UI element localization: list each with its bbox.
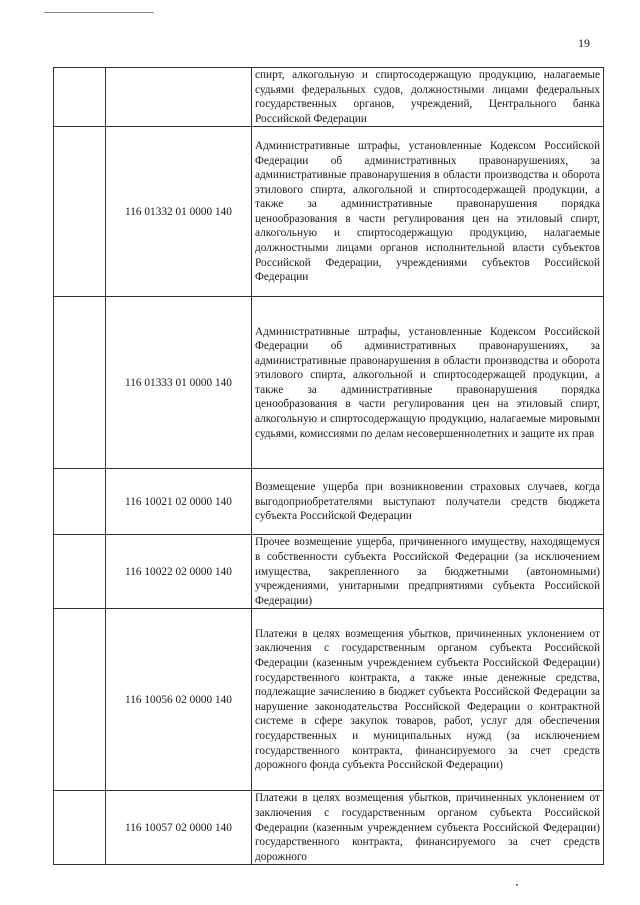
table-row [54,297,604,469]
empty-cell [54,297,106,469]
table-row [54,68,604,127]
empty-cell [54,535,106,609]
table-row [54,791,604,865]
budget-codes-table [53,67,604,865]
row-description: Административные штрафы, установленные Кодексом Российской Федерации об административных правонарушениях, за административные правонарушения в области производства и оборота этилового спирта, алкогольной и спиртосодержащей продукции, а также за административные правонарушения порядка ценообразования в части регулирования цен на этиловый спирт, алкогольную и спиртосодержащую продукцию, налагаемые мировыми судьями, комиссиями по делам несовершеннолетних и защите их прав [252,297,604,469]
table-row [54,469,604,535]
budget-code: 116 10021 02 0000 140 [106,469,252,535]
row-description: Административные штрафы, установленные Кодексом Российской Федерации об административных правонарушениях, за административные правонарушения в области производства и оборота этилового спирта, алкогольной и спиртосодержащей продукции, а также за административные правонарушения порядка ценообразования в части регулирования цен на этиловый спирт, алкогольную и спиртосодержащую продукцию, налагаемые должностными лицами органов исполнительной власти субъектов Российской Федерации, учреждениями субъектов Российской Федерации [252,127,604,297]
page-number: 19 [578,36,590,50]
scan-top-rule [44,12,154,13]
scan-speck [516,884,518,886]
table-row [54,535,604,609]
empty-cell [54,469,106,535]
row-description: Возмещение ущерба при возникновении страховых случаев, когда выгодоприобретателями выступают получатели средств бюджета субъекта Российской Федерации [252,469,604,535]
budget-code: 116 10056 02 0000 140 [106,609,252,791]
row-description: Платежи в целях возмещения убытков, причиненных уклонением от заключения с государственным органом субъекта Российской Федерации (казенным учреждением субъекта Российской Федерации) государственного контракта, финансируемого за счет средств дорожного [252,791,604,865]
empty-cell [54,791,106,865]
row-description: Прочее возмещение ущерба, причиненного имуществу, находящемуся в собственности субъекта Российской Федерации (за исключением имущества, закрепленного за бюджетными (автономными) учреждениями, унитарными предприятиями субъекта Российской Федерации) [252,535,604,609]
row-description: Платежи в целях возмещения убытков, причиненных уклонением от заключения с государственным органом субъекта Российской Федерации (казенным учреждением субъекта Российской Федерации) государственного контракта, а также иные денежные средства, подлежащие зачислению в бюджет субъекта Российской Федерации за нарушение законодательства Российской Федерации о контрактной системе в сфере закупок товаров, работ, услуг для обеспечения государственных и муниципальных нужд (за исключением государственного контракта, финансируемого за счет средств дорожного фонда субъекта Российской Федерации) [252,609,604,791]
table-row [54,609,604,791]
table-row [54,127,604,297]
budget-code [106,68,252,127]
row-description: спирт, алкогольную и спиртосодержащую продукцию, налагаемые судьями федеральных судов, должностными лицами федеральных государственных органов, учреждений, Центрального банка Российской Федерации [252,68,604,127]
budget-code: 116 10057 02 0000 140 [106,791,252,865]
empty-cell [54,609,106,791]
empty-cell [54,127,106,297]
budget-code: 116 01332 01 0000 140 [106,127,252,297]
budget-code: 116 10022 02 0000 140 [106,535,252,609]
empty-cell [54,68,106,127]
budget-code: 116 01333 01 0000 140 [106,297,252,469]
